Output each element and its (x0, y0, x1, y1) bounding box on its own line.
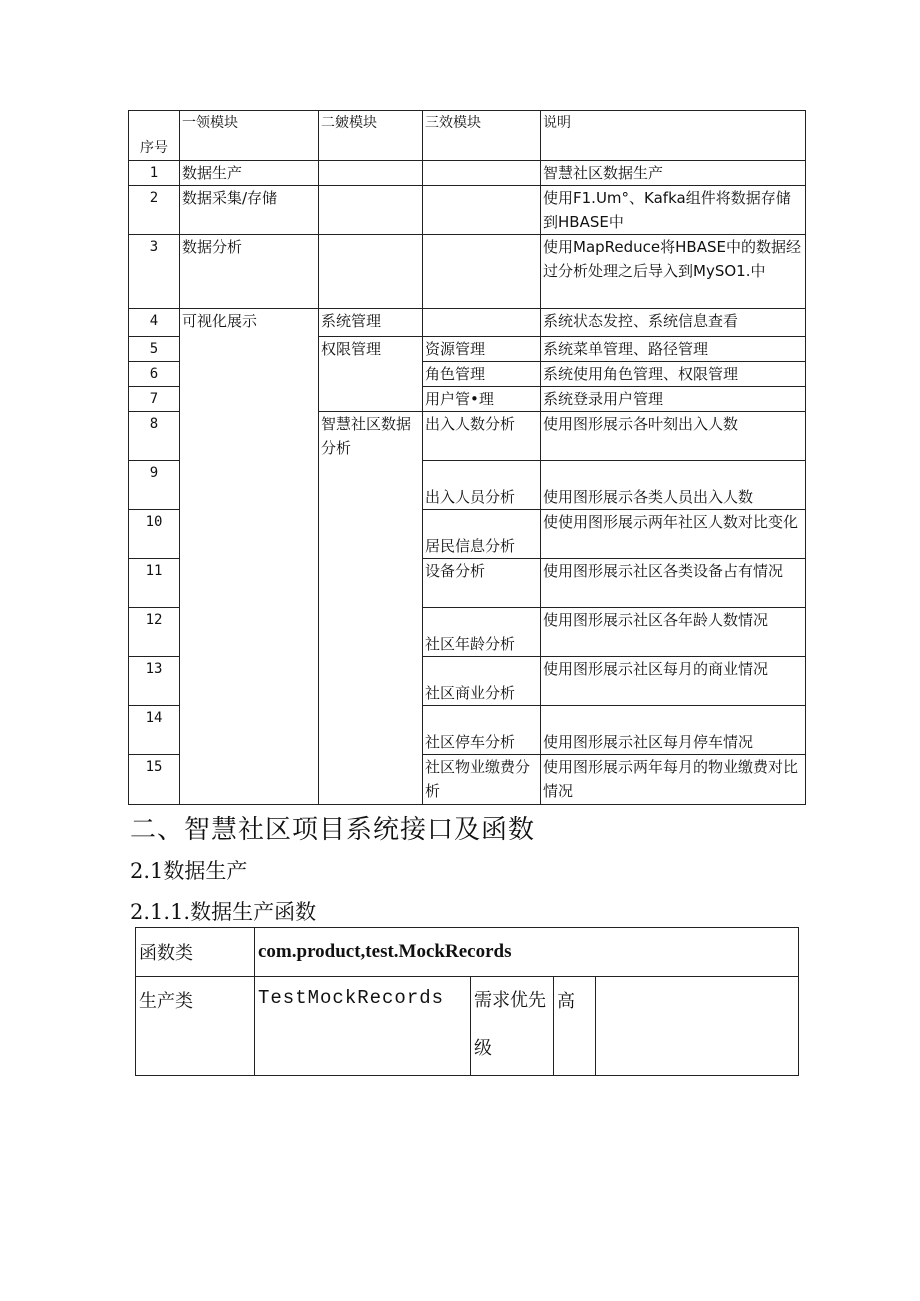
row-level2: 智慧社区数据分析 (319, 412, 423, 805)
row-desc: 智慧社区数据生产 (541, 161, 806, 186)
row-desc: 使用图形展示社区各类设备占有情况 (541, 559, 806, 608)
header-level2: 二皴模块 (319, 111, 423, 161)
row-no: 6 (129, 362, 180, 387)
row-level3: 用户管•理 (423, 387, 541, 412)
subsection-heading: 2.1数据生产 (130, 859, 248, 883)
row-level1: 数据分析 (180, 235, 319, 309)
row-no: 8 (129, 412, 180, 461)
row-level3 (423, 186, 541, 235)
row-no: 10 (129, 510, 180, 559)
section-heading: 二、智慧社区项目系统接口及函数 (130, 815, 536, 845)
function-class-label: 函数类 (136, 928, 255, 977)
row-no: 14 (129, 706, 180, 755)
row-desc: 系统状态发控、系统信息查看 (541, 309, 806, 337)
function-class-row (136, 928, 799, 977)
row-level3: 社区年龄分析 (423, 608, 541, 657)
table-row (129, 186, 806, 235)
module-table (128, 110, 806, 805)
table-row (129, 235, 806, 309)
header-level3: 三效模块 (423, 111, 541, 161)
row-level3 (423, 309, 541, 337)
row-level3: 出入人员分析 (423, 461, 541, 510)
row-level3: 设备分析 (423, 559, 541, 608)
row-no: 12 (129, 608, 180, 657)
row-level3: 社区停车分析 (423, 706, 541, 755)
row-no: 1 (129, 161, 180, 186)
row-level3: 居民信息分析 (423, 510, 541, 559)
row-level3 (423, 235, 541, 309)
row-desc: 使用F1.Um°、Kafka组件将数据存储到HBASE中 (541, 186, 806, 235)
row-no: 15 (129, 755, 180, 805)
table-header-row (129, 111, 806, 161)
row-no: 7 (129, 387, 180, 412)
row-desc: 系统使用角色管理、权限管理 (541, 362, 806, 387)
row-level3 (423, 161, 541, 186)
row-desc: 使用图形展示两年每月的物业缴费对比情况 (541, 755, 806, 805)
priority-value: 高 (554, 977, 596, 1076)
row-level1: 数据采集/存储 (180, 186, 319, 235)
subsubsection-heading: 2.1.1.数据生产函数 (130, 900, 317, 924)
row-level1: 可视化展示 (180, 309, 319, 805)
row-no: 9 (129, 461, 180, 510)
row-level2 (319, 186, 423, 235)
row-desc: 使使用图形展示两年社区人数对比变化 (541, 510, 806, 559)
row-desc: 使用图形展示社区每月的商业情况 (541, 657, 806, 706)
priority-label: 需求优先级 (471, 977, 554, 1076)
row-desc: 使用MapReduce将HBASE中的数据经过分析处理之后导入到MySO1.中 (541, 235, 806, 309)
row-level1: 数据生产 (180, 161, 319, 186)
row-desc: 使用图形展示各叶刻出入人数 (541, 412, 806, 461)
row-no: 2 (129, 186, 180, 235)
row-desc: 使用图形展示各类人员出入人数 (541, 461, 806, 510)
empty-cell (596, 977, 799, 1076)
row-no: 13 (129, 657, 180, 706)
row-desc: 系统登录用户管理 (541, 387, 806, 412)
function-table (135, 927, 799, 1076)
header-level1: 一领模块 (180, 111, 319, 161)
row-desc: 使用图形展示社区每月停车情况 (541, 706, 806, 755)
row-level3: 社区物业缴费分析 (423, 755, 541, 805)
row-level3: 角色管理 (423, 362, 541, 387)
table-row (129, 309, 806, 337)
row-level2: 权限管理 (319, 337, 423, 412)
row-level2 (319, 235, 423, 309)
row-level3: 社区商业分析 (423, 657, 541, 706)
header-seq: 序号 (129, 111, 180, 161)
producer-class-label: 生产类 (136, 977, 255, 1076)
row-desc: 系统菜单管理、路径管理 (541, 337, 806, 362)
header-desc: 说明 (541, 111, 806, 161)
row-no: 5 (129, 337, 180, 362)
row-level3: 资源管理 (423, 337, 541, 362)
row-level2: 系统管理 (319, 309, 423, 337)
row-no: 3 (129, 235, 180, 309)
producer-class-row (136, 977, 799, 1076)
row-level3: 出入人数分析 (423, 412, 541, 461)
function-class-value: com.product,test.MockRecords (255, 928, 799, 977)
row-no: 4 (129, 309, 180, 337)
producer-class-value: TestMockRecords (255, 977, 471, 1076)
row-no: 11 (129, 559, 180, 608)
table-row (129, 161, 806, 186)
row-desc: 使用图形展示社区各年龄人数情况 (541, 608, 806, 657)
row-level2 (319, 161, 423, 186)
